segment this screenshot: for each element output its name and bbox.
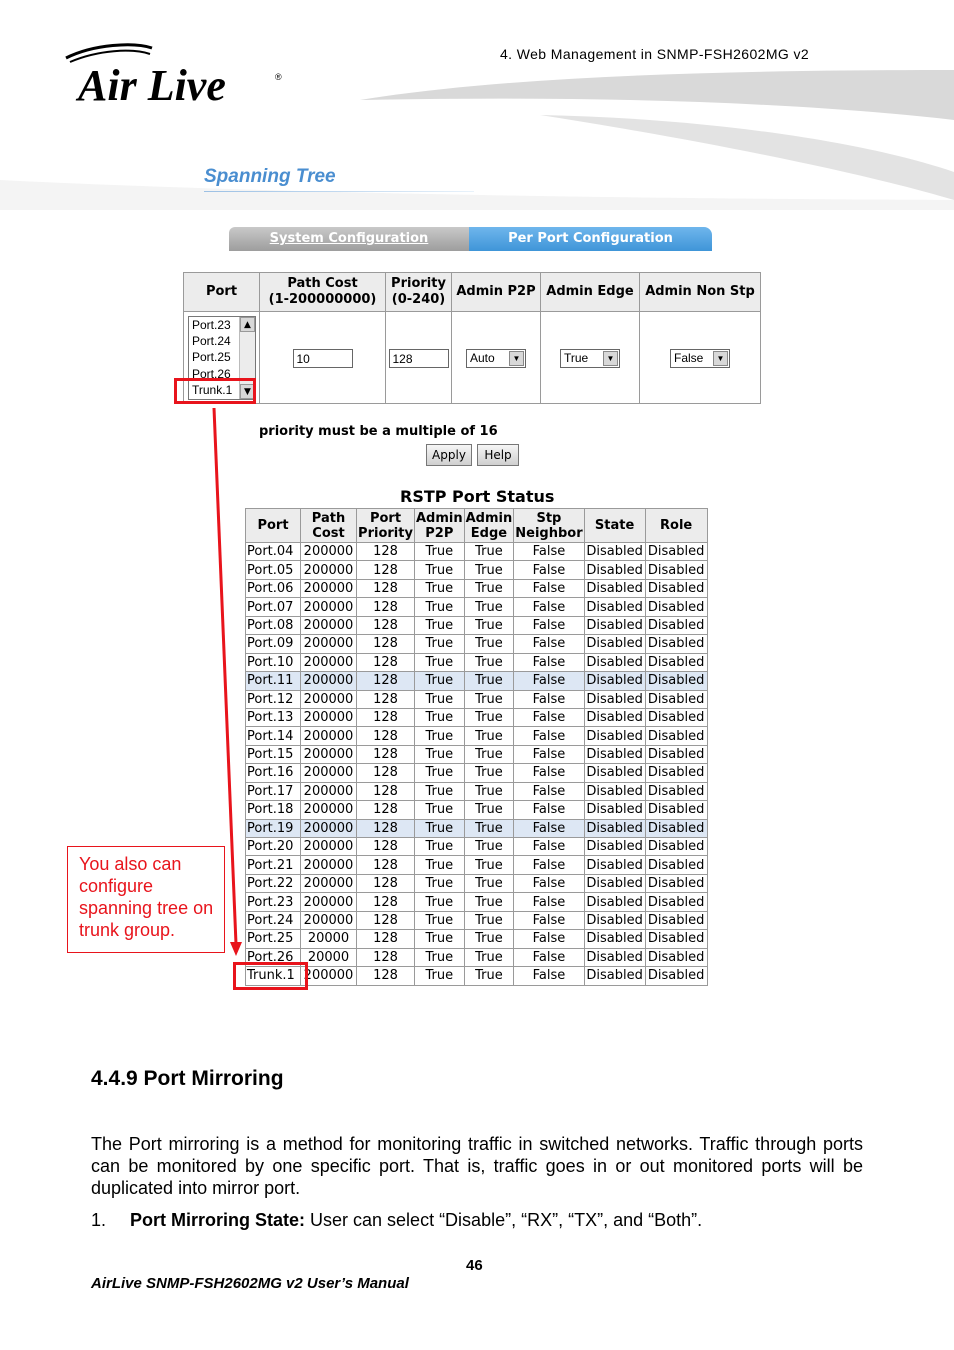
- table-cell: True: [464, 598, 514, 616]
- col-port: Port: [184, 273, 260, 312]
- admin-non-stp-value: False: [674, 351, 704, 365]
- table-cell: 200000: [301, 856, 357, 874]
- port-option[interactable]: Port.23: [192, 317, 231, 332]
- table-row: [246, 579, 708, 597]
- dropdown-arrow-icon: ▼: [509, 351, 524, 366]
- table-cell: 128: [357, 874, 415, 892]
- table-cell: Port.10: [246, 653, 301, 671]
- rstp-col-pp-l2: Priority: [358, 525, 413, 541]
- table-cell: Port.17: [246, 782, 301, 800]
- table-cell: 200000: [301, 543, 357, 561]
- table-cell: True: [464, 893, 514, 911]
- table-cell: False: [514, 893, 584, 911]
- table-cell: True: [415, 598, 465, 616]
- table-cell: True: [464, 616, 514, 634]
- rstp-col-ap-l1: Admin: [416, 510, 463, 526]
- rstp-col-stp-neighbor: [514, 509, 584, 543]
- table-cell: False: [514, 561, 584, 579]
- table-cell: Port.08: [246, 616, 301, 634]
- table-cell: Disabled: [645, 616, 707, 634]
- table-cell: Disabled: [584, 561, 645, 579]
- table-cell: Disabled: [584, 616, 645, 634]
- rstp-col-ae-l2: Edge: [470, 525, 508, 541]
- table-cell: False: [514, 967, 584, 985]
- table-cell: 200000: [301, 967, 357, 985]
- table-cell: 128: [357, 561, 415, 579]
- table-cell: Disabled: [584, 635, 645, 653]
- table-cell: 200000: [301, 561, 357, 579]
- table-row: [246, 561, 708, 579]
- table-row: [246, 690, 708, 708]
- table-cell: 200000: [301, 653, 357, 671]
- table-cell: True: [415, 874, 465, 892]
- table-cell: True: [464, 874, 514, 892]
- table-cell: True: [415, 801, 465, 819]
- rstp-col-ae-l1: Admin: [465, 510, 513, 526]
- rstp-col-path-cost: [301, 509, 357, 543]
- table-row: [246, 653, 708, 671]
- rstp-col-path-cost-l2: Cost: [312, 525, 345, 541]
- table-cell: 200000: [301, 874, 357, 892]
- table-row: [246, 543, 708, 561]
- table-cell: Disabled: [584, 838, 645, 856]
- rstp-col-sn-l2: Neighbor: [515, 525, 583, 541]
- table-cell: 128: [357, 635, 415, 653]
- col-admin-non-stp: Admin Non Stp: [640, 273, 761, 312]
- table-cell: Disabled: [645, 579, 707, 597]
- table-cell: Port.06: [246, 579, 301, 597]
- col-path-cost-label: Path Cost: [287, 276, 358, 291]
- table-cell: Port.13: [246, 708, 301, 726]
- table-cell: True: [464, 782, 514, 800]
- table-row: [246, 948, 708, 966]
- admin-p2p-cell: [452, 312, 541, 404]
- table-cell: 128: [357, 967, 415, 985]
- table-cell: Disabled: [584, 782, 645, 800]
- table-cell: Trunk.1: [246, 967, 301, 985]
- table-cell: Port.04: [246, 543, 301, 561]
- table-cell: True: [464, 819, 514, 837]
- table-cell: Port.20: [246, 838, 301, 856]
- list-item: [91, 1209, 702, 1231]
- table-cell: Disabled: [645, 764, 707, 782]
- table-cell: Disabled: [584, 819, 645, 837]
- table-cell: 200000: [301, 801, 357, 819]
- scroll-up-icon[interactable]: ▲: [240, 317, 255, 332]
- table-cell: 200000: [301, 745, 357, 763]
- table-cell: True: [464, 967, 514, 985]
- table-cell: Disabled: [584, 948, 645, 966]
- table-row: [246, 819, 708, 837]
- rstp-col-admin-edge: [464, 509, 514, 543]
- table-row: [246, 782, 708, 800]
- table-cell: True: [415, 745, 465, 763]
- table-cell: Port.18: [246, 801, 301, 819]
- table-cell: True: [464, 653, 514, 671]
- table-cell: 128: [357, 579, 415, 597]
- table-cell: 128: [357, 745, 415, 763]
- section-paragraph: The Port mirroring is a method for monitoring traffic in switched networks. Traffic through ports can be monitored by one specific port. That is, traffic goes in or out monitored ports will be duplicated into mirror port.: [91, 1134, 863, 1198]
- table-cell: True: [464, 930, 514, 948]
- table-cell: 128: [357, 930, 415, 948]
- table-cell: Disabled: [645, 653, 707, 671]
- per-port-config-table: [183, 272, 761, 404]
- table-cell: False: [514, 838, 584, 856]
- title-underline: [204, 191, 474, 192]
- table-cell: 128: [357, 801, 415, 819]
- table-cell: False: [514, 690, 584, 708]
- table-cell: Disabled: [645, 635, 707, 653]
- table-cell: 200000: [301, 727, 357, 745]
- trunk-highlight-box-status: [233, 962, 308, 990]
- table-row: [246, 598, 708, 616]
- table-cell: Disabled: [645, 819, 707, 837]
- col-priority-label: Priority: [391, 276, 446, 291]
- table-cell: 128: [357, 598, 415, 616]
- table-cell: Disabled: [584, 911, 645, 929]
- admin-non-stp-cell: [640, 312, 761, 404]
- table-cell: True: [415, 708, 465, 726]
- trunk-callout: You also can configure spanning tree on trunk group.: [67, 846, 225, 953]
- table-cell: Disabled: [645, 598, 707, 616]
- table-cell: 200000: [301, 598, 357, 616]
- trunk-highlight-box-config: [174, 378, 256, 404]
- priority-cell: [386, 312, 452, 404]
- table-cell: 128: [357, 708, 415, 726]
- table-cell: 200000: [301, 635, 357, 653]
- table-cell: True: [415, 635, 465, 653]
- table-cell: True: [464, 801, 514, 819]
- table-cell: False: [514, 727, 584, 745]
- table-cell: Disabled: [584, 930, 645, 948]
- table-cell: Disabled: [645, 543, 707, 561]
- table-cell: False: [514, 543, 584, 561]
- table-cell: 200000: [301, 708, 357, 726]
- table-cell: False: [514, 911, 584, 929]
- table-cell: True: [464, 727, 514, 745]
- rstp-table-body: [246, 543, 708, 986]
- table-cell: False: [514, 782, 584, 800]
- table-cell: 128: [357, 893, 415, 911]
- port-option[interactable]: Port.25: [192, 350, 231, 365]
- table-cell: 128: [357, 948, 415, 966]
- table-cell: False: [514, 653, 584, 671]
- table-cell: True: [464, 672, 514, 690]
- col-admin-edge: Admin Edge: [541, 273, 640, 312]
- table-cell: Disabled: [645, 893, 707, 911]
- table-cell: Port.11: [246, 672, 301, 690]
- dropdown-arrow-icon: ▼: [603, 351, 618, 366]
- table-row: [246, 764, 708, 782]
- table-cell: Disabled: [584, 598, 645, 616]
- table-cell: True: [415, 727, 465, 745]
- manual-footer: AirLive SNMP-FSH2602MG v2 User’s Manual: [91, 1275, 409, 1292]
- table-cell: True: [415, 579, 465, 597]
- table-cell: Port.16: [246, 764, 301, 782]
- port-option[interactable]: Port.26: [192, 366, 231, 381]
- table-cell: True: [464, 543, 514, 561]
- rstp-col-admin-p2p: [415, 509, 465, 543]
- table-cell: Disabled: [584, 672, 645, 690]
- table-row: [246, 672, 708, 690]
- tab-system-configuration[interactable]: System Configuration: [229, 227, 469, 251]
- col-path-cost: [260, 273, 386, 312]
- table-cell: True: [415, 543, 465, 561]
- table-cell: 200000: [301, 893, 357, 911]
- table-cell: False: [514, 930, 584, 948]
- table-cell: Disabled: [645, 856, 707, 874]
- table-cell: 200000: [301, 782, 357, 800]
- rstp-col-port: Port: [246, 509, 301, 543]
- port-option[interactable]: Port.24: [192, 333, 231, 348]
- table-cell: Disabled: [584, 764, 645, 782]
- rstp-col-sn-l1: Stp: [536, 510, 562, 526]
- table-cell: True: [415, 838, 465, 856]
- table-cell: Disabled: [584, 690, 645, 708]
- table-cell: 128: [357, 727, 415, 745]
- table-cell: Port.21: [246, 856, 301, 874]
- table-cell: False: [514, 672, 584, 690]
- table-cell: True: [415, 672, 465, 690]
- table-row: [246, 801, 708, 819]
- table-cell: Disabled: [645, 672, 707, 690]
- table-cell: True: [415, 653, 465, 671]
- col-path-cost-range: (1-200000000): [268, 292, 377, 307]
- admin-edge-cell: [541, 312, 640, 404]
- table-cell: True: [415, 967, 465, 985]
- admin-edge-select[interactable]: [560, 349, 620, 368]
- table-cell: Disabled: [645, 708, 707, 726]
- admin-p2p-select[interactable]: [466, 349, 526, 368]
- table-cell: True: [415, 856, 465, 874]
- table-row: [246, 874, 708, 892]
- table-cell: Disabled: [584, 653, 645, 671]
- table-cell: True: [415, 616, 465, 634]
- table-cell: 128: [357, 764, 415, 782]
- table-cell: 200000: [301, 819, 357, 837]
- admin-p2p-value: Auto: [470, 351, 495, 365]
- table-row: [246, 930, 708, 948]
- table-cell: True: [415, 690, 465, 708]
- rstp-col-role: Role: [645, 509, 707, 543]
- table-cell: Disabled: [645, 782, 707, 800]
- table-cell: False: [514, 635, 584, 653]
- rstp-title: RSTP Port Status: [400, 487, 555, 506]
- table-cell: True: [415, 893, 465, 911]
- table-cell: Disabled: [645, 967, 707, 985]
- table-cell: Disabled: [645, 727, 707, 745]
- table-row: [246, 745, 708, 763]
- table-cell: Disabled: [645, 874, 707, 892]
- list-item-text: User can select “Disable”, “RX”, “TX”, and “Both”.: [305, 1210, 703, 1230]
- table-cell: True: [415, 911, 465, 929]
- table-cell: True: [464, 911, 514, 929]
- dropdown-arrow-icon: ▼: [713, 351, 728, 366]
- table-cell: False: [514, 874, 584, 892]
- table-cell: 200000: [301, 616, 357, 634]
- list-item-number: 1.: [91, 1210, 107, 1230]
- table-cell: Port.14: [246, 727, 301, 745]
- table-cell: True: [415, 948, 465, 966]
- table-row: [246, 856, 708, 874]
- table-cell: True: [464, 561, 514, 579]
- table-cell: False: [514, 819, 584, 837]
- table-cell: True: [464, 708, 514, 726]
- table-cell: True: [415, 819, 465, 837]
- admin-edge-value: True: [564, 351, 589, 365]
- rstp-col-state: State: [584, 509, 645, 543]
- table-cell: True: [464, 764, 514, 782]
- table-cell: 20000: [301, 930, 357, 948]
- table-cell: Disabled: [584, 727, 645, 745]
- table-cell: False: [514, 579, 584, 597]
- table-cell: True: [415, 930, 465, 948]
- table-cell: Disabled: [584, 579, 645, 597]
- table-cell: Port.09: [246, 635, 301, 653]
- admin-non-stp-select[interactable]: [670, 349, 730, 368]
- table-cell: Disabled: [645, 911, 707, 929]
- table-cell: 128: [357, 543, 415, 561]
- table-cell: Port.07: [246, 598, 301, 616]
- table-cell: True: [464, 856, 514, 874]
- table-cell: False: [514, 948, 584, 966]
- table-row: [246, 967, 708, 985]
- table-cell: 128: [357, 616, 415, 634]
- table-cell: True: [464, 579, 514, 597]
- table-cell: True: [464, 838, 514, 856]
- table-cell: True: [415, 764, 465, 782]
- apply-button[interactable]: Apply: [426, 444, 472, 466]
- table-cell: True: [415, 561, 465, 579]
- scroll-down-icon[interactable]: ▼: [240, 384, 255, 399]
- table-cell: False: [514, 764, 584, 782]
- table-cell: 200000: [301, 690, 357, 708]
- rstp-col-path-cost-l1: Path: [311, 510, 346, 526]
- col-priority-range: (0-240): [391, 292, 446, 307]
- svg-text:®: ®: [275, 72, 282, 82]
- list-item-label: Port Mirroring State:: [130, 1210, 306, 1230]
- rstp-col-pp-l1: Port: [369, 510, 402, 526]
- table-cell: Port.24: [246, 911, 301, 929]
- table-cell: Disabled: [645, 690, 707, 708]
- path-cost-input[interactable]: 10: [293, 349, 353, 368]
- col-admin-p2p: Admin P2P: [452, 273, 541, 312]
- airlive-logo: [64, 42, 294, 106]
- table-cell: 128: [357, 911, 415, 929]
- table-cell: True: [464, 948, 514, 966]
- table-cell: Disabled: [584, 745, 645, 763]
- table-row: [246, 838, 708, 856]
- table-cell: True: [464, 690, 514, 708]
- table-cell: False: [514, 856, 584, 874]
- chapter-header: 4. Web Management in SNMP-FSH2602MG v2: [500, 46, 810, 62]
- table-cell: Disabled: [584, 708, 645, 726]
- table-cell: Disabled: [584, 801, 645, 819]
- rstp-col-ap-l2: P2P: [425, 525, 454, 541]
- table-cell: Port.12: [246, 690, 301, 708]
- table-cell: Port.05: [246, 561, 301, 579]
- table-row: [246, 708, 708, 726]
- table-cell: Disabled: [645, 930, 707, 948]
- table-cell: Disabled: [584, 893, 645, 911]
- port-option-selected[interactable]: Trunk.1: [192, 383, 233, 398]
- table-cell: Disabled: [584, 543, 645, 561]
- table-row: [246, 727, 708, 745]
- table-cell: Disabled: [645, 948, 707, 966]
- table-cell: Disabled: [645, 801, 707, 819]
- table-cell: Disabled: [584, 967, 645, 985]
- table-cell: 200000: [301, 579, 357, 597]
- table-cell: Disabled: [584, 874, 645, 892]
- table-row: [246, 893, 708, 911]
- table-cell: True: [464, 745, 514, 763]
- table-cell: Disabled: [645, 561, 707, 579]
- tab-per-port-configuration[interactable]: Per Port Configuration: [469, 227, 712, 251]
- table-cell: True: [415, 782, 465, 800]
- table-cell: 20000: [301, 948, 357, 966]
- svg-text:Air Live: Air Live: [78, 61, 226, 106]
- page-number: 46: [466, 1257, 483, 1274]
- table-cell: 128: [357, 819, 415, 837]
- path-cost-cell: [260, 312, 386, 404]
- table-cell: 200000: [301, 672, 357, 690]
- table-cell: True: [464, 635, 514, 653]
- table-cell: 128: [357, 838, 415, 856]
- table-cell: Port.22: [246, 874, 301, 892]
- table-cell: 200000: [301, 764, 357, 782]
- table-cell: False: [514, 598, 584, 616]
- table-cell: Port.19: [246, 819, 301, 837]
- table-cell: Port.26: [246, 948, 301, 966]
- table-cell: False: [514, 801, 584, 819]
- table-cell: 200000: [301, 838, 357, 856]
- table-row: [246, 911, 708, 929]
- table-cell: Disabled: [645, 745, 707, 763]
- table-cell: 128: [357, 782, 415, 800]
- table-cell: Disabled: [645, 838, 707, 856]
- priority-input[interactable]: 128: [389, 349, 449, 368]
- table-cell: 128: [357, 856, 415, 874]
- table-cell: 128: [357, 672, 415, 690]
- priority-note: priority must be a multiple of 16: [259, 424, 498, 439]
- table-cell: False: [514, 708, 584, 726]
- rstp-status-table: [245, 508, 708, 986]
- table-cell: 128: [357, 690, 415, 708]
- table-cell: 200000: [301, 911, 357, 929]
- table-cell: 128: [357, 653, 415, 671]
- section-title: 4.4.9 Port Mirroring: [91, 1067, 284, 1090]
- help-button[interactable]: Help: [477, 444, 519, 466]
- table-cell: Port.23: [246, 893, 301, 911]
- col-priority: [386, 273, 452, 312]
- table-row: [246, 616, 708, 634]
- rstp-col-port-priority: [357, 509, 415, 543]
- table-cell: False: [514, 616, 584, 634]
- table-row: [246, 635, 708, 653]
- table-cell: Disabled: [584, 856, 645, 874]
- panel-title: Spanning Tree: [204, 166, 336, 187]
- table-cell: Port.15: [246, 745, 301, 763]
- table-cell: False: [514, 745, 584, 763]
- table-cell: Port.25: [246, 930, 301, 948]
